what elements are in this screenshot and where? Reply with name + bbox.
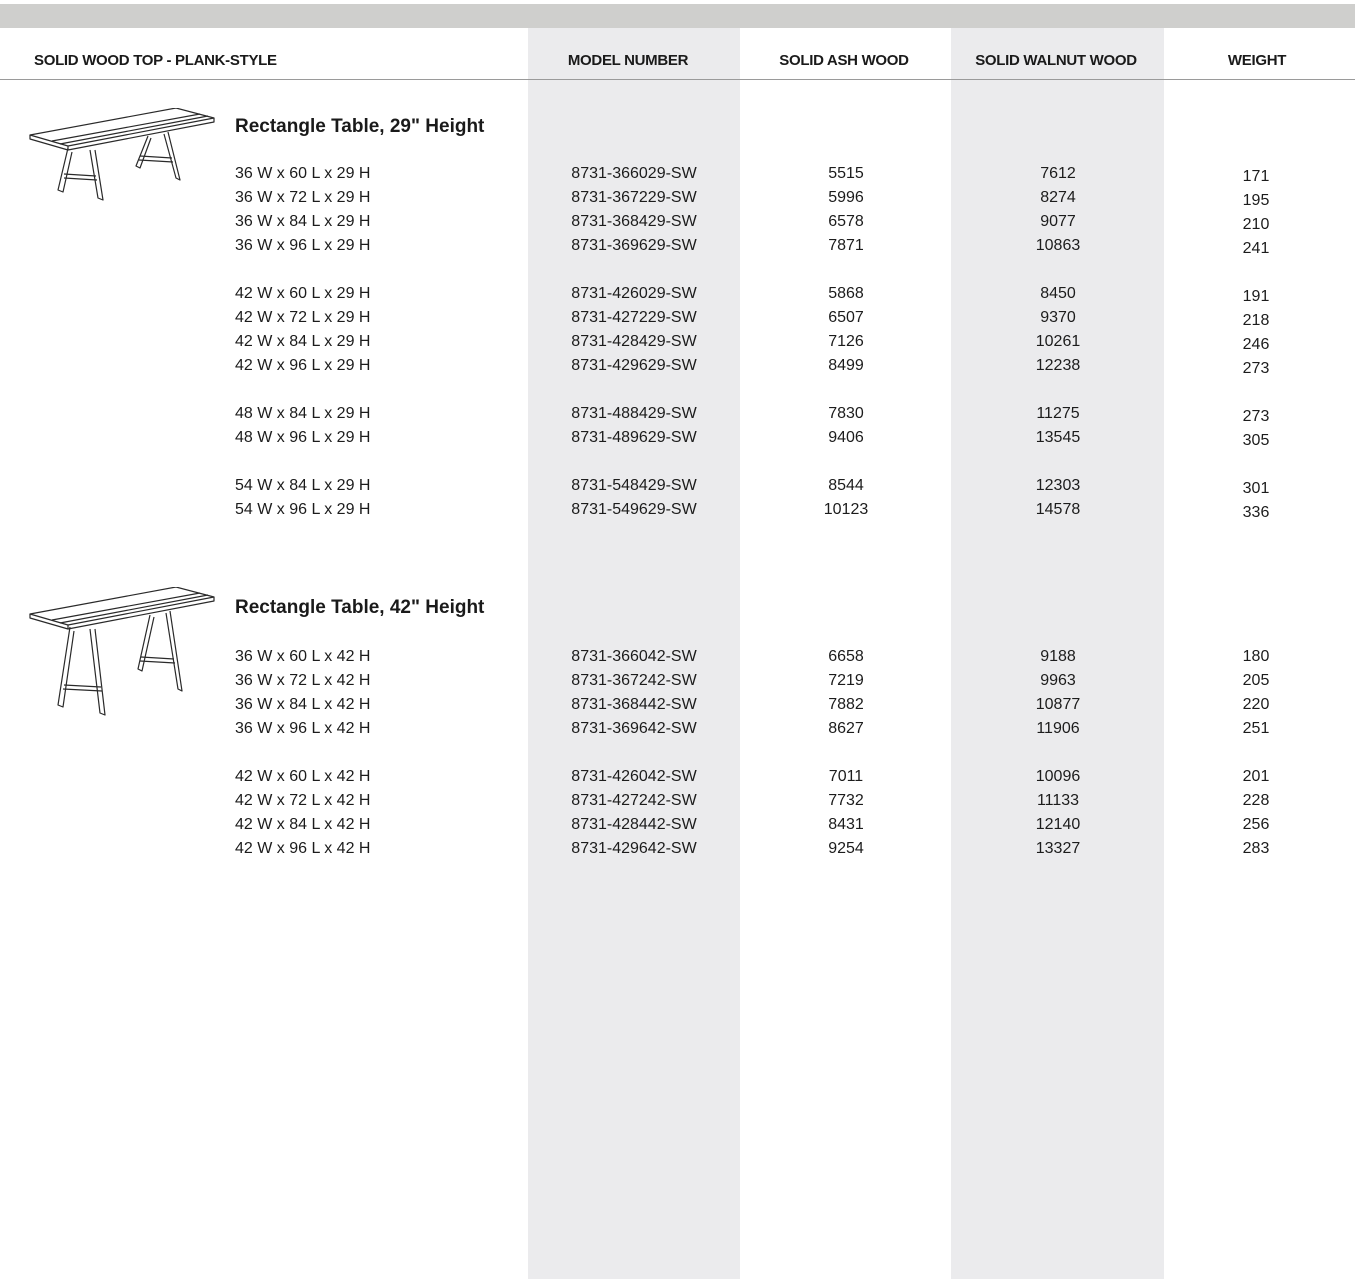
size-cell: 42 W x 96 L x 29 H	[235, 357, 371, 374]
table-row	[0, 426, 1355, 450]
walnut-price-cell: 9963	[1040, 672, 1076, 689]
walnut-price-cell: 12140	[1035, 816, 1081, 833]
table-row	[0, 474, 1355, 498]
ash-price-cell: 7830	[828, 405, 864, 422]
section-title: Rectangle Table, 42" Height	[235, 597, 485, 618]
ash-price-cell: 8544	[828, 477, 864, 494]
walnut-price-cell: 8450	[1040, 285, 1076, 302]
walnut-price-cell: 10261	[1035, 333, 1081, 350]
weight-cell: 273	[1242, 408, 1270, 425]
walnut-price-cell: 12238	[1035, 357, 1081, 374]
size-cell: 36 W x 96 L x 29 H	[235, 237, 371, 254]
model-cell: 8731-426042-SW	[571, 768, 697, 785]
table-row	[0, 210, 1355, 234]
table-row	[0, 162, 1355, 186]
ash-header: SOLID ASH WOOD	[779, 52, 909, 69]
ash-price-cell: 6658	[828, 648, 864, 665]
model-number-header: MODEL NUMBER	[567, 52, 689, 69]
table-row	[0, 186, 1355, 210]
table-row	[0, 282, 1355, 306]
ash-price-cell: 7882	[828, 696, 864, 713]
size-cell: 42 W x 72 L x 29 H	[235, 309, 371, 326]
walnut-price-cell: 11133	[1036, 792, 1080, 809]
model-cell: 8731-548429-SW	[571, 477, 697, 494]
model-cell: 8731-366029-SW	[571, 165, 697, 182]
weight-cell: 195	[1242, 192, 1270, 209]
weight-cell: 283	[1242, 840, 1270, 857]
weight-header: WEIGHT	[1227, 52, 1287, 69]
model-cell: 8731-369642-SW	[571, 720, 697, 737]
table-row	[0, 669, 1355, 693]
walnut-price-cell: 11275	[1036, 405, 1080, 422]
weight-cell: 336	[1242, 504, 1270, 521]
model-cell: 8731-367229-SW	[571, 189, 697, 206]
table-row	[0, 693, 1355, 717]
ash-price-cell: 7126	[828, 333, 864, 350]
row-group	[0, 282, 1355, 378]
weight-cell: 228	[1242, 792, 1270, 809]
row-group	[0, 645, 1355, 741]
ash-price-cell: 8499	[828, 357, 864, 374]
walnut-price-cell: 8274	[1040, 189, 1076, 206]
weight-cell: 251	[1242, 720, 1270, 737]
walnut-price-cell: 11906	[1036, 720, 1080, 737]
walnut-price-cell: 10863	[1035, 237, 1081, 254]
walnut-header: SOLID WALNUT WOOD	[975, 52, 1137, 69]
weight-cell: 246	[1242, 336, 1270, 353]
size-cell: 48 W x 84 L x 29 H	[235, 405, 371, 422]
size-cell: 36 W x 96 L x 42 H	[235, 720, 371, 737]
weight-cell: 305	[1242, 432, 1270, 449]
table-header	[0, 28, 1355, 80]
size-cell: 54 W x 96 L x 29 H	[235, 501, 371, 518]
ash-price-cell: 10123	[823, 501, 869, 518]
model-cell: 8731-369629-SW	[571, 237, 697, 254]
size-cell: 42 W x 84 L x 29 H	[235, 333, 371, 350]
table-row	[0, 306, 1355, 330]
table-row	[0, 234, 1355, 258]
size-cell: 42 W x 96 L x 42 H	[235, 840, 371, 857]
row-group	[0, 474, 1355, 522]
model-cell: 8731-427229-SW	[571, 309, 697, 326]
ash-price-cell: 8431	[828, 816, 864, 833]
weight-cell: 205	[1242, 672, 1270, 689]
walnut-price-cell: 7612	[1040, 165, 1076, 182]
ash-price-cell: 7732	[828, 792, 864, 809]
row-group	[0, 402, 1355, 450]
ash-price-cell: 5996	[828, 189, 864, 206]
section-title: Rectangle Table, 29" Height	[235, 116, 485, 137]
row-group	[0, 162, 1355, 258]
model-cell: 8731-429642-SW	[571, 840, 697, 857]
size-cell: 36 W x 60 L x 42 H	[235, 648, 371, 665]
size-cell: 54 W x 84 L x 29 H	[235, 477, 371, 494]
table-row	[0, 645, 1355, 669]
category-header: SOLID WOOD TOP - PLANK-STYLE	[34, 52, 277, 69]
walnut-price-cell: 14578	[1035, 501, 1081, 518]
ash-price-cell: 7219	[828, 672, 864, 689]
weight-cell: 256	[1242, 816, 1270, 833]
size-cell: 36 W x 60 L x 29 H	[235, 165, 371, 182]
top-banner-bar	[0, 4, 1355, 28]
weight-cell: 273	[1242, 360, 1270, 377]
model-cell: 8731-549629-SW	[571, 501, 697, 518]
walnut-price-cell: 9077	[1040, 213, 1076, 230]
weight-cell: 180	[1242, 648, 1270, 665]
model-cell: 8731-488429-SW	[571, 405, 697, 422]
ash-price-cell: 7871	[828, 237, 864, 254]
ash-price-cell: 5515	[828, 165, 864, 182]
size-cell: 36 W x 84 L x 29 H	[235, 213, 371, 230]
size-cell: 36 W x 84 L x 42 H	[235, 696, 371, 713]
model-cell: 8731-368442-SW	[571, 696, 697, 713]
weight-cell: 210	[1242, 216, 1270, 233]
row-group	[0, 765, 1355, 861]
weight-cell: 241	[1242, 240, 1270, 257]
size-cell: 42 W x 72 L x 42 H	[235, 792, 371, 809]
table-row	[0, 354, 1355, 378]
size-cell: 42 W x 84 L x 42 H	[235, 816, 371, 833]
table-row	[0, 498, 1355, 522]
weight-cell: 171	[1242, 168, 1270, 185]
ash-price-cell: 8627	[828, 720, 864, 737]
model-cell: 8731-428442-SW	[571, 816, 697, 833]
size-cell: 36 W x 72 L x 42 H	[235, 672, 371, 689]
table-row	[0, 765, 1355, 789]
model-cell: 8731-489629-SW	[571, 429, 697, 446]
walnut-price-cell: 9370	[1040, 309, 1076, 326]
size-cell: 42 W x 60 L x 29 H	[235, 285, 371, 302]
model-cell: 8731-368429-SW	[571, 213, 697, 230]
walnut-price-cell: 13327	[1035, 840, 1081, 857]
weight-cell: 220	[1242, 696, 1270, 713]
size-cell: 48 W x 96 L x 29 H	[235, 429, 371, 446]
model-cell: 8731-367242-SW	[571, 672, 697, 689]
walnut-price-cell: 10096	[1035, 768, 1081, 785]
model-cell: 8731-427242-SW	[571, 792, 697, 809]
size-cell: 36 W x 72 L x 29 H	[235, 189, 371, 206]
ash-price-cell: 6578	[828, 213, 864, 230]
ash-price-cell: 9254	[828, 840, 864, 857]
weight-cell: 301	[1242, 480, 1270, 497]
size-cell: 42 W x 60 L x 42 H	[235, 768, 371, 785]
table-row	[0, 789, 1355, 813]
model-cell: 8731-426029-SW	[571, 285, 697, 302]
walnut-price-cell: 10877	[1035, 696, 1081, 713]
weight-cell: 218	[1242, 312, 1270, 329]
table-row	[0, 402, 1355, 426]
ash-price-cell: 9406	[828, 429, 864, 446]
table-row	[0, 813, 1355, 837]
walnut-price-cell: 9188	[1040, 648, 1076, 665]
ash-price-cell: 7011	[828, 768, 864, 785]
model-cell: 8731-366042-SW	[571, 648, 697, 665]
weight-cell: 191	[1242, 288, 1270, 305]
table-row	[0, 837, 1355, 861]
table-row	[0, 330, 1355, 354]
ash-price-cell: 5868	[828, 285, 864, 302]
model-cell: 8731-428429-SW	[571, 333, 697, 350]
model-cell: 8731-429629-SW	[571, 357, 697, 374]
weight-cell: 201	[1242, 768, 1270, 785]
walnut-price-cell: 12303	[1035, 477, 1081, 494]
ash-price-cell: 6507	[828, 309, 864, 326]
walnut-price-cell: 13545	[1035, 429, 1081, 446]
table-row	[0, 717, 1355, 741]
